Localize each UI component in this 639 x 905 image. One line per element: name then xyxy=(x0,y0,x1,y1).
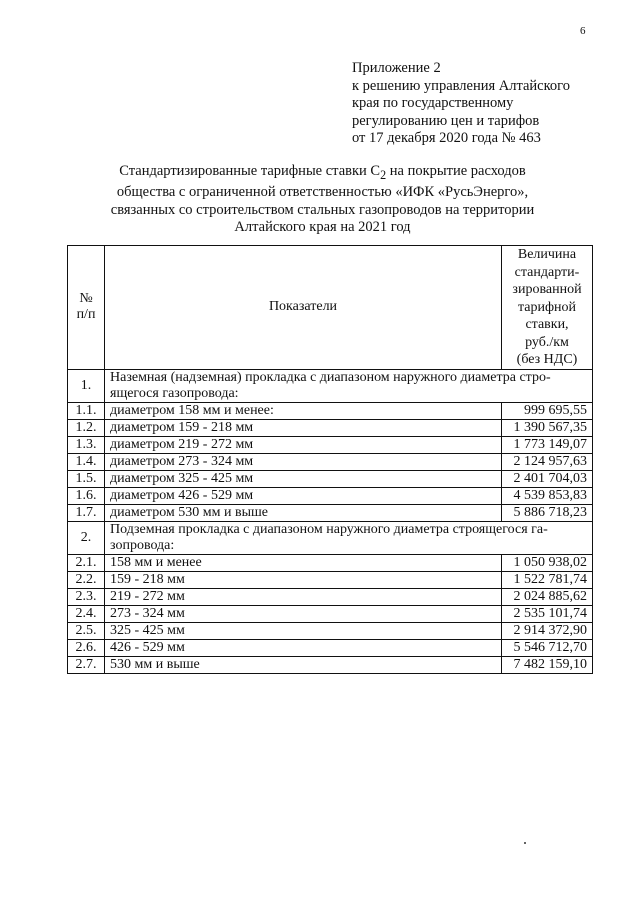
title-line: Алтайского края на 2021 год xyxy=(234,219,411,236)
row-label: диаметром 273 - 324 мм xyxy=(105,453,502,470)
header-value-line: тарифной xyxy=(517,299,577,315)
row-label: 159 - 218 мм xyxy=(105,571,502,588)
table-row xyxy=(68,470,593,487)
row-num: 1.7. xyxy=(68,504,105,521)
appendix-line: от 17 декабря 2020 года № 463 xyxy=(352,130,541,146)
appendix-line: Приложение 2 xyxy=(352,60,441,76)
title-subscript: 2 xyxy=(380,167,387,182)
row-label: 219 - 272 мм xyxy=(105,588,502,605)
section-label: Наземная (надземная) прокладка с диапазоном наружного диаметра стро-ящегося газопровода: xyxy=(105,369,593,402)
table-row xyxy=(68,622,593,639)
document-title xyxy=(75,163,570,237)
table-row xyxy=(68,571,593,588)
row-num: 2.6. xyxy=(68,639,105,656)
row-label: 530 мм и выше xyxy=(105,656,502,673)
header-indicator: Показатели xyxy=(105,246,502,370)
row-value: 5 546 712,70 xyxy=(502,639,593,656)
row-value: 1 390 567,35 xyxy=(502,419,593,436)
header-num-line: № xyxy=(79,291,93,307)
table-row xyxy=(68,453,593,470)
row-num: 1.4. xyxy=(68,453,105,470)
row-value: 2 024 885,62 xyxy=(502,588,593,605)
row-label: диаметром 219 - 272 мм xyxy=(105,436,502,453)
tariff-table xyxy=(67,245,593,674)
section-label: Подземная прокладка с диапазоном наружного диаметра строящегося га-зопровода: xyxy=(105,521,593,554)
table-row xyxy=(68,487,593,504)
row-num: 2.5. xyxy=(68,622,105,639)
header-num-line: п/п xyxy=(76,307,96,323)
table-row xyxy=(68,639,593,656)
header-value-line: (без НДС) xyxy=(516,352,578,367)
row-num: 2.2. xyxy=(68,571,105,588)
row-num: 2.1. xyxy=(68,554,105,571)
row-value: 2 914 372,90 xyxy=(502,622,593,639)
table-row xyxy=(68,436,593,453)
row-label: диаметром 530 мм и выше xyxy=(105,504,502,521)
row-label: диаметром 426 - 529 мм xyxy=(105,487,502,504)
appendix-line: к решению управления Алтайского xyxy=(352,77,571,94)
header-value-line: стандарти- xyxy=(514,264,580,280)
title-text: Стандартизированные тарифные ставки С xyxy=(119,163,381,179)
row-label: 426 - 529 мм xyxy=(105,639,502,656)
row-label: диаметром 159 - 218 мм xyxy=(105,419,502,436)
section-row xyxy=(68,369,593,402)
header-value xyxy=(502,246,593,370)
row-num: 1.2. xyxy=(68,419,105,436)
row-num: 1.1. xyxy=(68,402,105,419)
table-row xyxy=(68,504,593,521)
row-value: 1 050 938,02 xyxy=(502,554,593,571)
row-num: 1.3. xyxy=(68,436,105,453)
header-value-line: Величина xyxy=(517,247,577,262)
row-num: 1.5. xyxy=(68,470,105,487)
row-value: 4 539 853,83 xyxy=(502,487,593,504)
row-value: 7 482 159,10 xyxy=(502,656,593,673)
row-value: 999 695,55 xyxy=(502,402,593,419)
table-row xyxy=(68,419,593,436)
table-header-row xyxy=(68,246,593,370)
title-text: на покрытие расходов xyxy=(386,163,526,179)
scan-dot xyxy=(524,842,526,844)
appendix-header xyxy=(352,60,570,148)
row-value: 2 124 957,63 xyxy=(502,453,593,470)
table-row xyxy=(68,656,593,673)
row-label: 273 - 324 мм xyxy=(105,605,502,622)
header-value-line: ставки, xyxy=(525,317,569,332)
table-row xyxy=(68,605,593,622)
row-num: 2.7. xyxy=(68,656,105,673)
row-label: диаметром 325 - 425 мм xyxy=(105,470,502,487)
title-line xyxy=(75,163,570,184)
title-line: общества с ограниченной ответственностью «ИФК «РусьЭнерго», xyxy=(116,184,529,201)
title-line: связанных со строительством стальных газопроводов на территории xyxy=(110,201,535,218)
row-value: 5 886 718,23 xyxy=(502,504,593,521)
row-value: 1 773 149,07 xyxy=(502,436,593,453)
header-value-line: зированной xyxy=(512,282,582,297)
appendix-line: края по государственному xyxy=(352,95,514,111)
section-row xyxy=(68,521,593,554)
row-label: 325 - 425 мм xyxy=(105,622,502,639)
row-num: 2.3. xyxy=(68,588,105,605)
page-number: 6 xyxy=(580,25,586,37)
table-row xyxy=(68,588,593,605)
header-value-line: руб./км xyxy=(525,334,569,350)
section-num: 1. xyxy=(68,369,105,402)
header-num xyxy=(68,246,105,370)
row-value: 2 401 704,03 xyxy=(502,470,593,487)
row-label: диаметром 158 мм и менее: xyxy=(105,402,502,419)
row-value: 2 535 101,74 xyxy=(502,605,593,622)
row-value: 1 522 781,74 xyxy=(502,571,593,588)
table-row xyxy=(68,402,593,419)
section-num: 2. xyxy=(68,521,105,554)
row-label: 158 мм и менее xyxy=(105,554,502,571)
row-num: 1.6. xyxy=(68,487,105,504)
table-row xyxy=(68,554,593,571)
appendix-line: регулированию цен и тарифов xyxy=(352,112,540,129)
row-num: 2.4. xyxy=(68,605,105,622)
